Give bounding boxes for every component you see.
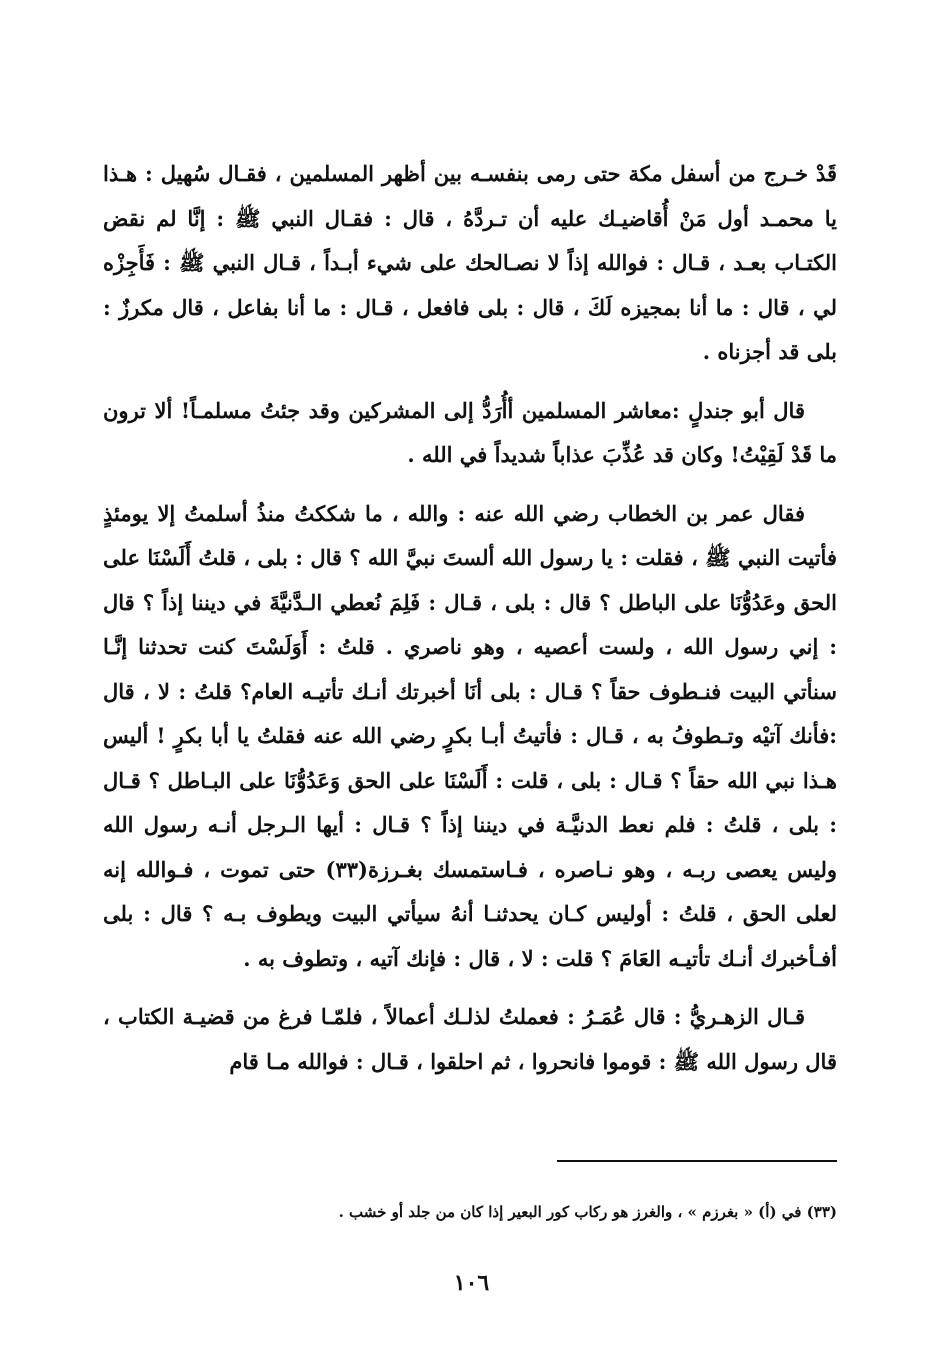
main-text: [103, 152, 837, 1084]
paragraph-3: فقال عمر بن الخطاب رضي الله عنه : والله ، ما شككتُ منذُ أسلمتُ إلا يومئذٍ فأتيت النبي ﷺ ، فقلت : يا رسول الله ألستَ نبيَّ الله ؟ قال : بلى ، قلتُ أَلَسْنَا على الحق وعَدُوُّنَا على الباطل ؟ قال : بلى ، قـال : فَلِمَ نُعطي الـدَّنيَّةَ في ديننا إذاً ؟ قال : إني رسول الله ، ولست أعصيه ، وهو ناصري . قلتُ : أَوَلَسْتَ كنت تحدثنا إنَّـا سنأتي البيت فنـطوف حقاً ؟ قـال : بلى أنَا أخبرتك أنـك تأتيـه العام؟ قلتُ : لا ، قال :فأنك آتيْه وتـطوفُ به ، قـال : فأتيتُ أبـا بكرٍ رضي الله عنه فقلتُ يا أبا بكرٍ ! أليس هـذا نبي الله حقاً ؟ قـال : بلى ، قلت : أَلَسْنَا على الحق وَعَدُوُّنَا على البـاطل ؟ قـال : بلى ، قلتُ : فلم نعط الدنيَّـة في ديننا إذاً ؟ قـال : أيها الـرجل أنـه رسول الله وليس يعصى ربـه ، وهو نـاصره ، فـاستمسك بغـرزة(٣٣) حتى تموت ، فـوالله إنه لعلى الحق ، قلتُ : أوليس كـان يحدثنـا أنهُ سيأتي البيت ويطوف بـه ؟ قال : بلى أفـأخبرك أنـك تأتيـه العَامَ ؟ قلت : لا ، قال : فإنك آتيه ، وتطوف به .: [103, 500, 837, 971]
footnote-divider: [557, 1160, 837, 1162]
paragraph-1: قَدْ خـرج من أسفل مكة حتى رمى بنفسـه بين أظهر المسلمين ، فقـال سُهيل : هـذا يا محمـد أول مَنْ أُقاضيـك عليه أن تـردَّهُ ، قال : فقـال النبي ﷺ : إنَّا لم نقض الكتـاب بعـد ، قـال : فوالله إذاً لا نصـالحك على شيء أبـداً ، قـال النبي ﷺ : فَأَجِزْه لي ، قال : ما أنا بمجيزه لَكَ ، قال : بلى فافعل ، قـال : ما أنا بفاعل ، قال مكرزٌ : بلى قد أجزناه .: [103, 161, 837, 364]
paragraph-2: قال أبو جندلٍ :معاشر المسلمين أأُرَدُّ إلى المشركين وقد جئتُ مسلمـاً! ألا ترون ما قَدْ لَقِيْتُ! وكان قد عُذِّبَ عذاباً شديداً في الله .: [103, 397, 837, 467]
footnote: (٣٣) في (أ) « بغرزم » ، والغرز هو ركاب كور البعير إذا كان من جلد أو خشب .: [338, 1203, 837, 1221]
page-number: ١٠٦: [453, 1270, 490, 1296]
paragraph-4: قـال الزهـريُّ : قال عُمَـرُ : فعملتُ لذلـك أعمالاً ، فلمّـا فرغ من قضيـة الكتاب ، قال رسول الله ﷺ : قوموا فانحروا ، ثم احلقوا ، قـال : فوالله مـا قام: [103, 1004, 837, 1074]
